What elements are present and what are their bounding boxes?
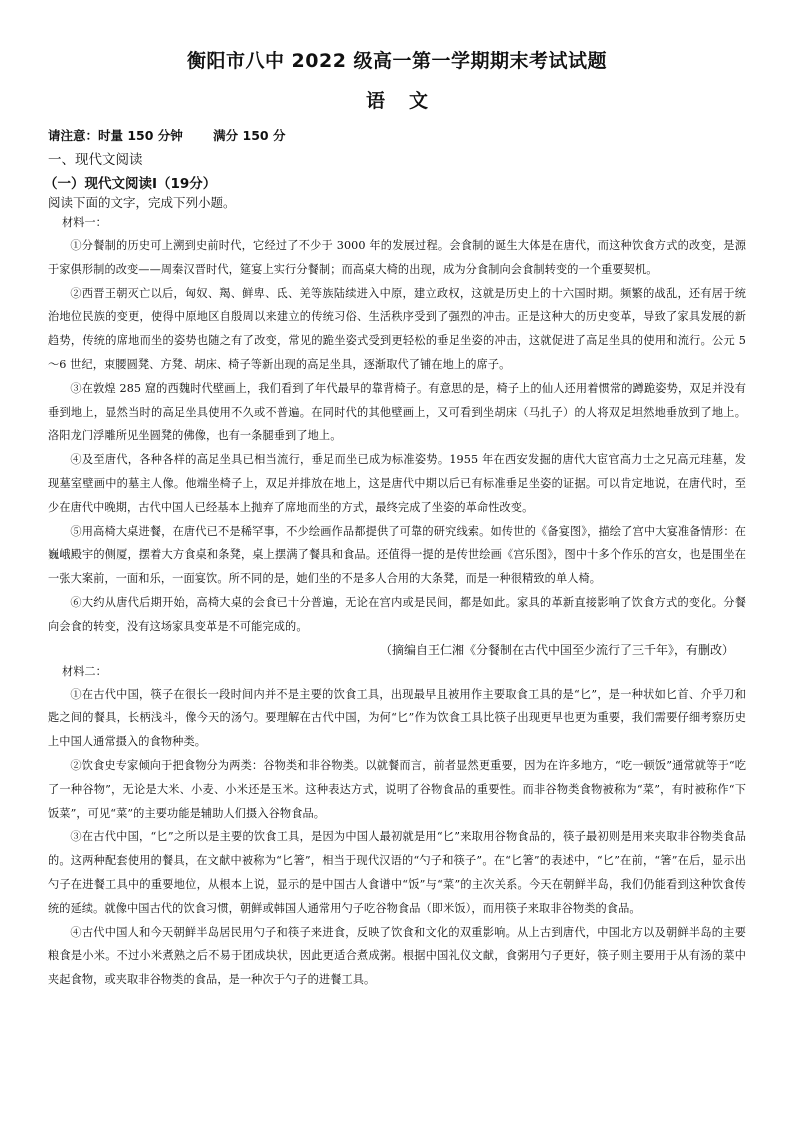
subsection-heading: （一）现代文阅读Ⅰ（19分） bbox=[44, 176, 217, 192]
material-one-paragraph-3: ③在敦煌 285 窟的西魏时代壁画上，我们看到了年代最早的靠背椅子。有意思的是，椅子上的仙人还用着惯常的蹲跪姿势，双足并没有垂到地上，显然当时的高足坐具使用不久或不普遍。在同时代的其他壁画上，又可看到坐胡床（马扎子）的人将双足坦然地垂放到了地上。洛阳龙门浮雕所见坐圆凳的佛像，也有一条腿垂到了地上。 bbox=[48, 381, 746, 443]
material-one-paragraph-6: ⑥大约从唐代后期开始，高椅大桌的会食已十分普遍，无论在宫内或是民间，都是如此。家具的革新直接影响了饮食方式的变化。分餐向会食的转变，没有这场家具变革是不可能完成的。 bbox=[48, 595, 746, 633]
material-one-label: 材料一： bbox=[62, 216, 107, 229]
time-limit: 请注意：时量 150 分钟 bbox=[48, 128, 183, 143]
material-one-paragraph-5: ⑤用高椅大桌进餐，在唐代已不是稀罕事，不少绘画作品都提供了可靠的研究线索。如传世的《备宴图》，描绘了宫中大宴准备情形：在巍峨殿宇的侧厦，摆着大方食桌和条凳，桌上摆满了餐具和食品。还值得一提的是传世绘画《宫乐图》，图中十多个作乐的宫女，也是围坐在一张大案前，一面和乐，一面宴饮。所不同的是，她们坐的不是多人合用的大条凳，而是一种很精致的单人椅。 bbox=[48, 524, 746, 586]
material-one-paragraph-4: ④及至唐代，各种各样的高足坐具已相当流行，垂足而坐已成为标准姿势。1955 年在西安发掘的唐代大宦官高力士之兄高元珪墓，发现墓室壁画中的墓主人像。他端坐椅子上，双足并排放在地上，这是唐代中期以后已有标准垂足坐姿的证据。可以肯定地说，在唐代时，至少在唐代中晚期，古代中国人已经基本上抛弃了席地而坐的方式，最终完成了坐姿的革命性改变。 bbox=[48, 453, 746, 514]
subject-title: 语文 bbox=[365, 90, 452, 112]
exam-title: 衡阳市八中 2022 级高一第一学期期末考试试题 bbox=[186, 50, 608, 72]
reading-instruction: 阅读下面的文字，完成下列小题。 bbox=[48, 195, 236, 210]
material-two-paragraph-2: ②饮食史专家倾向于把食物分为两类：谷物类和非谷物类。以就餐而言，前者显然更重要，因为在许多地方，“吃一顿饭”通常就等于“吃了一种谷物”，无论是大米、小麦、小米还是玉米。这种表达方式，说明了谷物食品的重要性。而非谷物类食物被称为“菜”，有时被称作“下饭菜”，可见“菜”的主要功能是辅助人们摄入谷物食品。 bbox=[48, 758, 746, 820]
full-score: 满分 150 分 bbox=[213, 128, 286, 143]
material-one-paragraph-2: ②西晋王朝灭亡以后，匈奴、羯、鲜卑、氐、羌等族陆续进入中原，建立政权，这就是历史上的十六国时期。频繁的战乱，还有居于统治地位民族的变更，使得中原地区自殷周以来建立的传统习俗、生活秩序受到了强烈的冲击。正是这种大的历史变革，导致了家具发展的新趋势，传统的席地而坐的姿势也随之有了改变，常见的跪坐姿式受到更轻松的垂足坐姿的冲击，这就促进了高足坐具的使用和流行。公元 5～6 世纪，束腰圆凳、方凳、胡床、椅子等新出现的高足坐具，逐渐取代了铺在地上的席子。 bbox=[48, 286, 746, 371]
material-one-source: （摘编自王仁湘《分餐制在古代中国至少流行了三千年》，有删改） bbox=[379, 642, 734, 657]
material-one-paragraph-1: ①分餐制的历史可上溯到史前时代，它经过了不少于 3000 年的发展过程。会食制的诞生大体是在唐代，而这种饮食方式的改变，是源于家俱形制的改变——周秦汉晋时代，筵宴上实行分餐制；而高桌大椅的出现，成为分食制向会食制转变的一个重要契机。 bbox=[48, 239, 746, 276]
material-two-paragraph-3: ③在古代中国，“匕”之所以是主要的饮食工具，是因为中国人最初就是用“匕”来取用谷物食品的，筷子最初则是用来夹取非谷物类食品的。这两种配套使用的餐具，在文献中被称为“匕箸”，相当于现代汉语的“勺子和筷子”。在“匕箸”的表述中，“匕”在前，“箸”在后，显示出勺子在进餐工具中的重要地位，从根本上说，显示的是中国古人食谱中“饭”与“菜”的主次关系。今天在朝鲜半岛，我们仍能看到这种饮食传统的延续。就像中国古代的饮食习惯，朝鲜或韩国人通常用勺子吃谷物食品（即米饭），而用筷子来取非谷物类的食品。 bbox=[48, 830, 746, 915]
section-heading: 一、现代文阅读 bbox=[48, 152, 143, 168]
material-two-paragraph-4: ④古代中国人和今天朝鲜半岛居民用勺子和筷子来进食，反映了饮食和文化的双重影响。从上古到唐代，中国北方以及朝鲜半岛的主要粮食是小米。不过小米煮熟之后不易于团成块状，因此更适合煮成粥。根据中国礼仪文献，食粥用勺子更好，筷子则主要用于从有汤的菜中夹起食物，或夹取非谷物类的食品，是一种次于勺子的进餐工具。 bbox=[48, 925, 746, 987]
material-two-paragraph-1: ①在古代中国，筷子在很长一段时间内并不是主要的饮食工具，出现最早且被用作主要取食工具的是“匕”，是一种状如匕首、介乎刀和匙之间的餐具，长柄浅斗，像今天的汤勺。要理解在古代中国，为何“匕”作为饮食工具比筷子出现更早也更为重要，我们需要仔细考察历史上中国人通常摄入的食物种类。 bbox=[48, 687, 746, 749]
material-two-label: 材料二： bbox=[62, 664, 107, 678]
exam-notice bbox=[48, 126, 746, 146]
